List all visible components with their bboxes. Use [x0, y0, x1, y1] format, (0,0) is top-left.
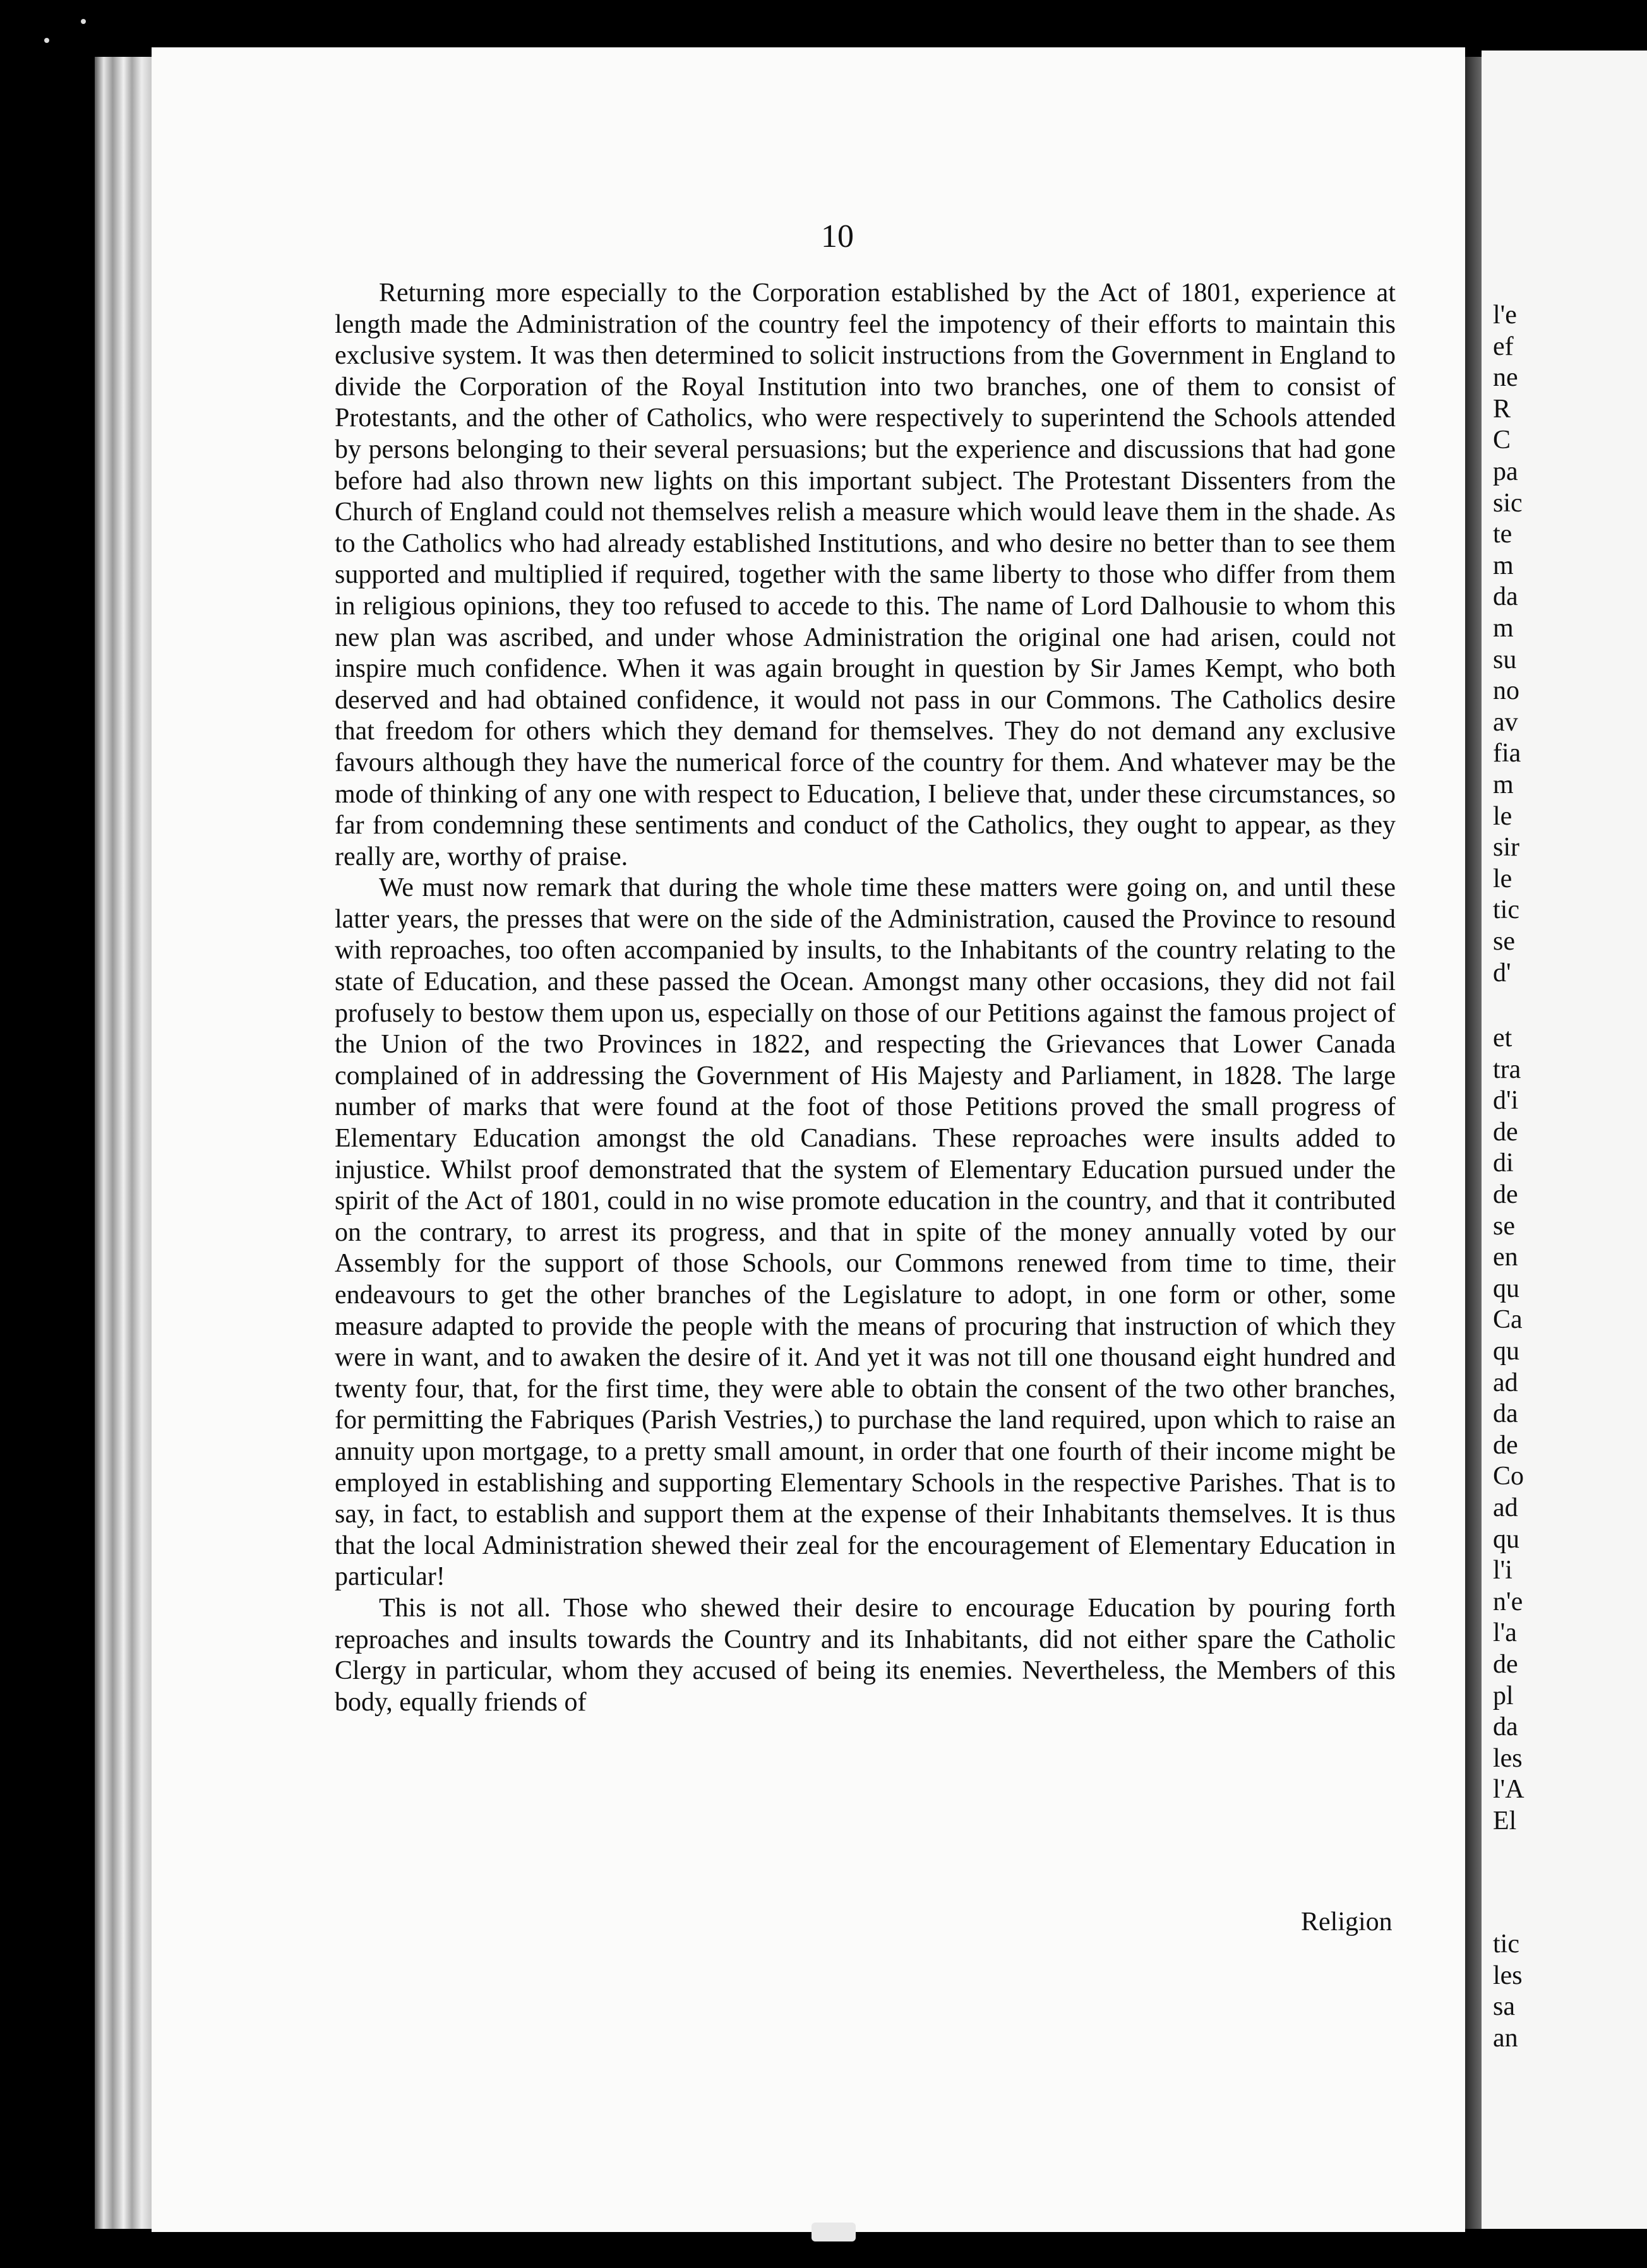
adjacent-page-line: se — [1493, 1211, 1515, 1241]
adjacent-page-line: et — [1493, 1024, 1512, 1053]
adjacent-page-line: l'A — [1493, 1775, 1524, 1805]
adjacent-page-line: n'e — [1493, 1587, 1523, 1616]
adjacent-page-line: Ca — [1493, 1305, 1523, 1335]
adjacent-page-line: tic — [1493, 895, 1519, 925]
adjacent-page-line: ne — [1493, 363, 1518, 393]
adjacent-page-line: sa — [1493, 1992, 1515, 2022]
scan-speck — [812, 2223, 856, 2241]
adjacent-page-line: av — [1493, 707, 1518, 737]
adjacent-page-line: les — [1493, 1743, 1523, 1773]
adjacent-page-line: le — [1493, 864, 1512, 893]
book-page-edges — [95, 57, 155, 2229]
adjacent-page-line: da — [1493, 1712, 1518, 1742]
adjacent-page-line: m — [1493, 770, 1514, 799]
adjacent-page-line: de — [1493, 1180, 1518, 1209]
book-spine — [1465, 57, 1482, 2229]
adjacent-page-line: su — [1493, 645, 1517, 674]
paragraph-1: Returning more especially to the Corporation established by the Act of 1801, experience at length made the Administration of the country feel the impotency of their efforts to maintain this exclusive system. It was then determined to solicit instructions from the Government in England to divide the Corporation of the Royal Institution into two branches, one of them to consist of Protestants, and the other of Catholics, who were respectively to superintend the Schools attended by persons belonging to their several persuasions; but the experience and discussions that had gone before had also thrown new lights on this important subject. The Protestant Dissenters from the Church of England could not themselves relish a measure which would leave them in the shade. As to the Catholics who had already established Institutions, and who desire no better than to see them supported and multiplied if required, together with the same liberty to those who differ from them in religious opinions, they too refused to accede to this. The name of Lord Dalhousie to whom this new plan was ascribed, and under whose Administration the original one had arisen, could not inspire much confidence. When it was again brought in question by Sir James Kempt, who both deserved and had obtained confidence, it would not pass in our Commons. The Catholics desire that freedom for others which they demand for themselves. They do not demand any exclusive favours although they have the numerical force of the country for them. And whatever may be the mode of thinking of any one with respect to Education, I believe that, under these circumstances, so far from condemning these sentiments and conduct of the Catholics, they ought to appear, as they really are, worthy of praise. — [335, 278, 1396, 871]
adjacent-page-line: pa — [1493, 457, 1518, 486]
adjacent-page-line: l'a — [1493, 1618, 1517, 1648]
adjacent-page-line: qu — [1493, 1524, 1519, 1554]
scan-dust — [81, 19, 86, 24]
adjacent-page-line: de — [1493, 1650, 1518, 1679]
adjacent-page-line: ad — [1493, 1493, 1518, 1522]
adjacent-page-line: l'i — [1493, 1556, 1512, 1585]
adjacent-page-line: da — [1493, 1399, 1518, 1429]
adjacent-page-line: l'e — [1493, 301, 1517, 330]
adjacent-page-line: de — [1493, 1430, 1518, 1460]
adjacent-page-line: les — [1493, 1961, 1523, 1990]
adjacent-page-line: El — [1493, 1806, 1517, 1835]
body-text — [335, 278, 1396, 1718]
catchword: Religion — [1301, 1907, 1392, 1937]
adjacent-page-line: ad — [1493, 1368, 1518, 1397]
adjacent-page-line: se — [1493, 927, 1515, 956]
adjacent-page-line: C — [1493, 426, 1511, 455]
adjacent-page-line: an — [1493, 2023, 1518, 2053]
adjacent-page-line: qu — [1493, 1337, 1519, 1366]
adjacent-page-line: da — [1493, 582, 1518, 612]
adjacent-page-line: sir — [1493, 833, 1519, 862]
adjacent-page-line: de — [1493, 1117, 1518, 1147]
adjacent-page-line: te — [1493, 520, 1512, 549]
adjacent-page-line: tic — [1493, 1930, 1519, 1959]
adjacent-page-line: le — [1493, 801, 1512, 831]
adjacent-page-line: qu — [1493, 1274, 1519, 1303]
adjacent-page-line: tra — [1493, 1054, 1521, 1084]
adjacent-page-line: R — [1493, 394, 1511, 424]
adjacent-page-line: di — [1493, 1149, 1514, 1178]
adjacent-page-line: sic — [1493, 488, 1523, 518]
adjacent-page-line: ef — [1493, 331, 1514, 361]
paragraph-2: We must now remark that during the whole time these matters were going on, and until these latter years, the presses that were on the side of the Administration, caused the Province to resound with reproaches, too often accompanied by insults, to the Inhabitants of the country relating to the state of Education, and these passed the Ocean. Amongst many other occasions, they did not fail profusely to bestow them upon us, especially on those of our Petitions against the famous project of the Union of the two Provinces in 1822, and respecting the Grievances that Lower Canada complained of in addressing the Government of His Majesty and Parliament, in 1828. The large number of marks that were found at the foot of those Petitions proved the small progress of Elementary Education amongst the old Canadians. These reproaches were insults added to injustice. Whilst proof demonstrated that the system of Elementary Education pursued under the spirit of the Act of 1801, could in no wise promote education in the country, and that it contributed on the contrary, to arrest its progress, and that in spite of the money annually voted by our Assembly for the support of those Schools, our Commons renewed from time to time, their endeavours to get the other branches of the Legislature to adopt, in one form or other, some measure adapted to provide the people with the means of procuring that instruction of which they were in want, and to awaken the desire of it. And yet it was not till one thousand eight hundred and twenty four, that, for the first time, they were able to obtain the consent of the two other branches, for permitting the Fabriques (Parish Vestries,) to purchase the land required, upon which to raise an annuity upon mortgage, to a pretty small amount, in order that one fourth of their income might be employed in establishing and supporting Elementary Schools in the respective Parishes. That is to say, in fact, to establish and support them at the expense of their Inhabitants themselves. It is thus that the local Administration shewed their zeal for the encouragement of Elementary Education in particular! — [335, 873, 1396, 1592]
scan-dust — [44, 38, 49, 43]
adjacent-page-fragment — [1482, 51, 1647, 2229]
adjacent-page-line: fia — [1493, 739, 1521, 768]
adjacent-page-line: Co — [1493, 1462, 1524, 1491]
adjacent-page-line: no — [1493, 676, 1519, 706]
adjacent-page-line: m — [1493, 614, 1514, 643]
adjacent-page-line: d' — [1493, 958, 1511, 988]
paragraph-3: This is not all. Those who shewed their desire to encourage Education by pouring forth reproaches and insults towards the Country and its Inhabitants, did not either spare the Catholic Clergy in particular, whom they accused of being its enemies. Nevertheless, the Members of this body, equally friends of — [335, 1593, 1396, 1717]
adjacent-page-line: d'i — [1493, 1086, 1519, 1116]
adjacent-page-line: en — [1493, 1243, 1518, 1272]
adjacent-page-line: pl — [1493, 1681, 1514, 1710]
page-number: 10 — [821, 218, 854, 254]
adjacent-page-line: m — [1493, 551, 1514, 580]
